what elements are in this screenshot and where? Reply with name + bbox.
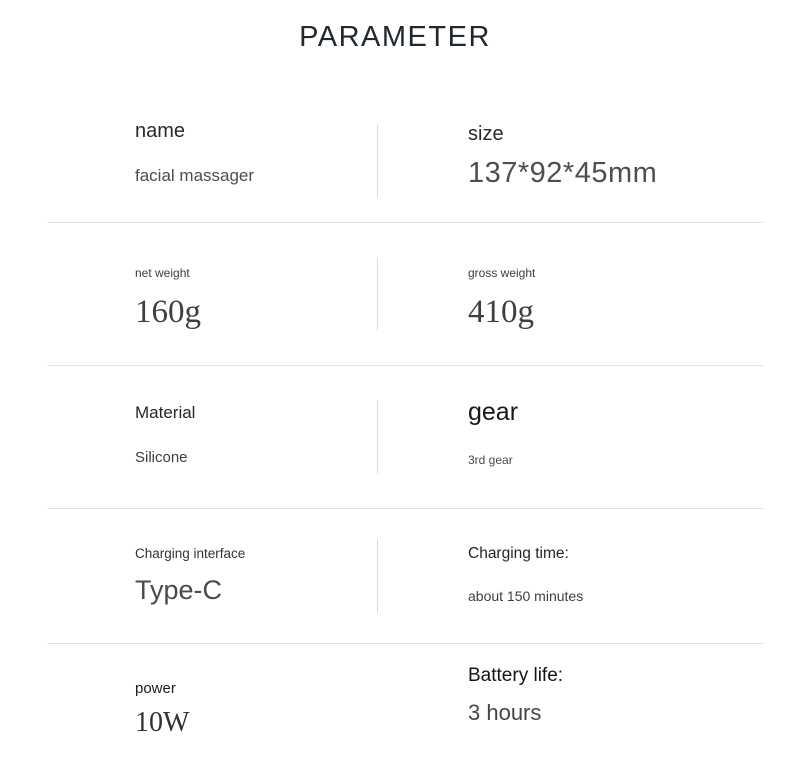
spec-cell-charging-interface [47, 509, 377, 643]
spec-label: Material [135, 403, 196, 422]
spec-label: size [468, 123, 504, 145]
spec-value: about 150 minutes [468, 587, 584, 604]
spec-table [47, 100, 763, 781]
spec-value: 137*92*45mm [468, 157, 658, 189]
spec-value: Type-C [135, 574, 223, 605]
spec-row-material-gear [47, 366, 763, 509]
spec-value: 10W [135, 707, 190, 739]
spec-row-weights [47, 223, 763, 366]
spec-label: gear [468, 398, 519, 426]
spec-cell-battery-life [377, 644, 763, 781]
spec-label: net weight [135, 266, 190, 280]
spec-value: 410g [468, 293, 534, 330]
spec-cell-net-weight [47, 223, 377, 365]
spec-value: 3rd gear [468, 452, 513, 467]
spec-cell-size [377, 100, 763, 222]
spec-row-name-size [47, 100, 763, 223]
spec-cell-power [47, 644, 377, 781]
spec-cell-gross-weight [377, 223, 763, 365]
spec-value: facial massager [135, 166, 255, 185]
page-title: PARAMETER [299, 21, 491, 53]
spec-cell-name [47, 100, 377, 222]
spec-label: name [135, 120, 186, 142]
spec-label: Battery life: [468, 665, 564, 686]
spec-cell-material [47, 366, 377, 508]
spec-value: 3 hours [468, 699, 542, 725]
spec-value: 160g [135, 293, 201, 330]
spec-row-power-battery [47, 644, 763, 781]
spec-label: gross weight [468, 266, 536, 280]
spec-label: power [135, 680, 176, 697]
spec-label: Charging time: [468, 545, 569, 562]
spec-label: Charging interface [135, 546, 246, 561]
spec-cell-charging-time [377, 509, 763, 643]
spec-cell-gear [377, 366, 763, 508]
spec-row-charging [47, 509, 763, 644]
spec-value: Silicone [135, 448, 188, 466]
